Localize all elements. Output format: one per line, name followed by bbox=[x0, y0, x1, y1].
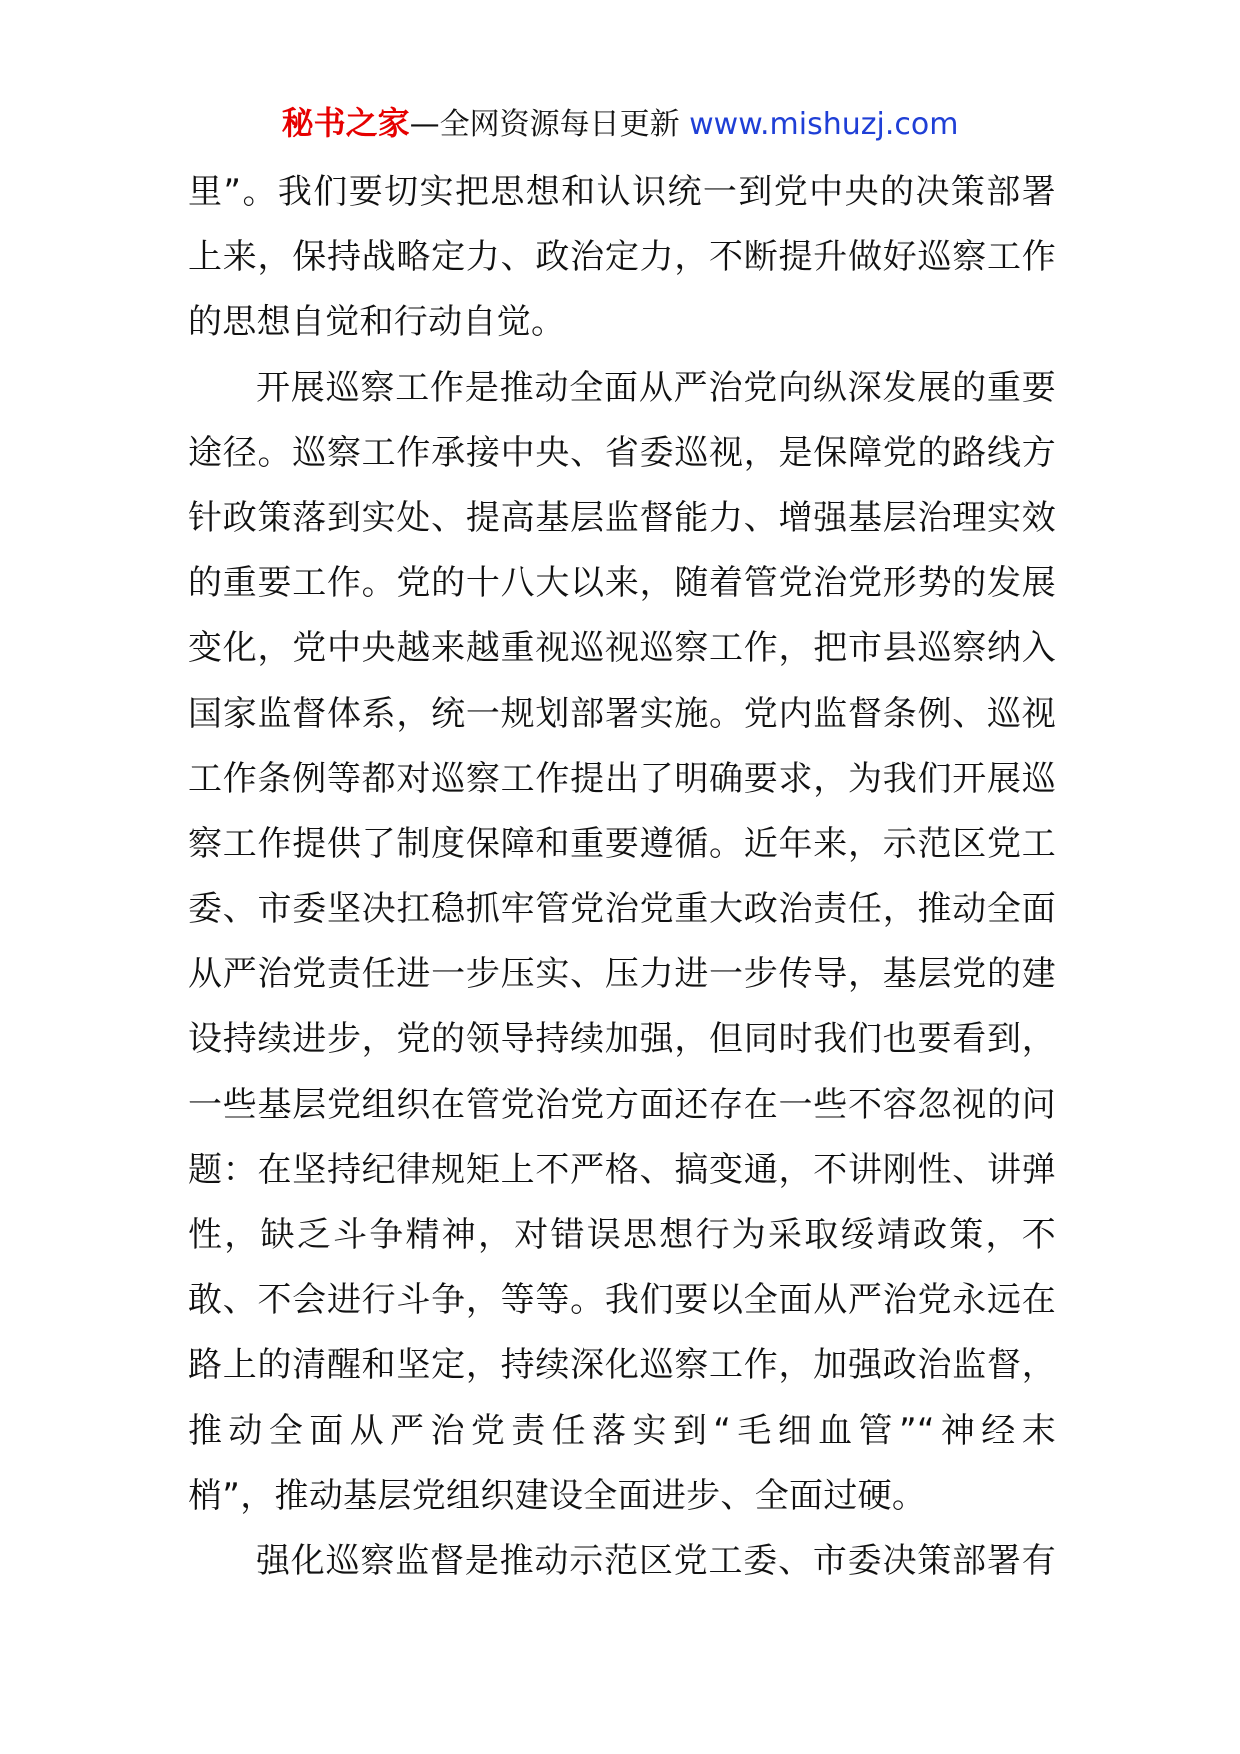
text-line: 委、市委坚决扛稳抓牢管党治党重大政治责任，推动全面 bbox=[188, 889, 1056, 930]
text-line: 的重要工作。党的十八大以来，随着管党治党形势的发展 bbox=[188, 563, 1056, 604]
text-line: 工作条例等都对巡察工作提出了明确要求，为我们开展巡 bbox=[188, 758, 1056, 799]
text-line: 推动全面从严治党责任落实到“毛细血管”“神经末 bbox=[188, 1410, 1056, 1451]
text-line: 敢、不会进行斗争，等等。我们要以全面从严治党永远在 bbox=[188, 1280, 1056, 1321]
text-line: 途径。巡察工作承接中央、省委巡视，是保障党的路线方 bbox=[188, 432, 1056, 473]
site-tagline: —全网资源每日更新 bbox=[409, 107, 680, 142]
text-line: 国家监督体系，统一规划部署实施。党内监督条例、巡视 bbox=[188, 693, 1056, 734]
watermark-header bbox=[0, 100, 1240, 148]
text-line: 察工作提供了制度保障和重要遵循。近年来，示范区党工 bbox=[188, 823, 1056, 864]
text-line: 设持续进步，党的领导持续加强，但同时我们也要看到， bbox=[188, 1019, 1056, 1060]
paragraph-start-line: 开展巡察工作是推动全面从严治党向纵深发展的重要 bbox=[256, 367, 1056, 408]
site-brand: 秘书之家 bbox=[281, 104, 410, 142]
document-body bbox=[188, 160, 1056, 1594]
text-line: 性，缺乏斗争精神，对错误思想行为采取绥靖政策，不 bbox=[188, 1215, 1056, 1255]
text-line: 梢”，推动基层党组织建设全面进步、全面过硬。 bbox=[188, 1475, 927, 1516]
text-line: 题：在坚持纪律规矩上不严格、搞变通，不讲刚性、讲弹 bbox=[188, 1149, 1056, 1190]
text-line: 变化，党中央越来越重视巡视巡察工作，把市县巡察纳入 bbox=[188, 628, 1056, 669]
text-line: 一些基层党组织在管党治党方面还存在一些不容忽视的问 bbox=[188, 1084, 1056, 1125]
text-line: 里”。我们要切实把思想和认识统一到党中央的决策部署 bbox=[188, 172, 1056, 212]
text-line: 上来，保持战略定力、政治定力，不断提升做好巡察工作 bbox=[188, 237, 1056, 278]
paragraph-start-line: 强化巡察监督是推动示范区党工委、市委决策部署有 bbox=[256, 1540, 1056, 1581]
text-line: 从严治党责任进一步压实、压力进一步传导，基层党的建 bbox=[188, 954, 1056, 995]
text-line: 的思想自觉和行动自觉。 bbox=[188, 302, 566, 343]
text-line: 路上的清醒和坚定，持续深化巡察工作，加强政治监督， bbox=[188, 1345, 1056, 1386]
text-line: 针政策落到实处、提高基层监督能力、增强基层治理实效 bbox=[188, 497, 1056, 538]
site-url: www.mishuzj.com bbox=[689, 107, 959, 142]
